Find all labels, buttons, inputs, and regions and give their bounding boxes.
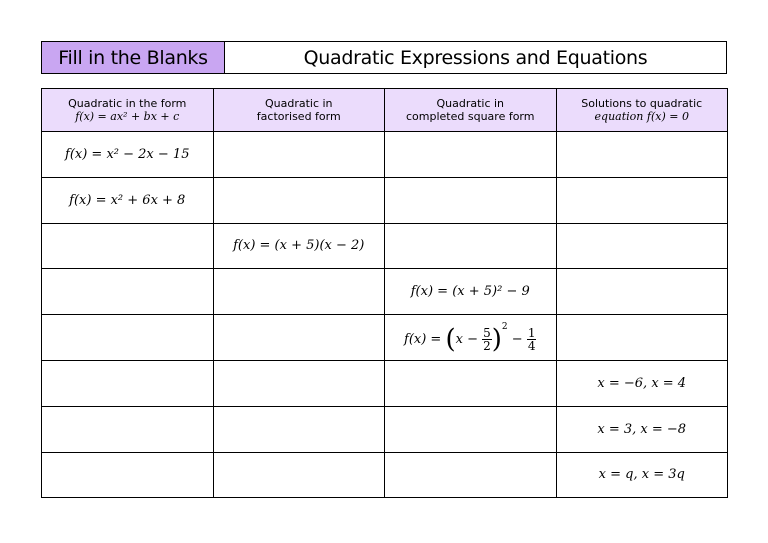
cell-expression: x = q, x = 3q — [598, 467, 685, 483]
table-cell-factorised[interactable] — [213, 315, 385, 361]
table-cell-factorised[interactable] — [213, 452, 385, 498]
cell-expression: f(x) = (x + 5)(x − 2) — [233, 238, 365, 254]
table-header-row — [42, 89, 728, 132]
column-header-line1: Quadratic in the form — [68, 97, 187, 110]
fraction-one-quarter — [527, 327, 537, 352]
table-cell-completed-square[interactable] — [385, 406, 557, 452]
column-header-line2: equation f(x) = 0 — [594, 110, 689, 123]
table-cell-standard[interactable] — [42, 452, 214, 498]
cell-expression: f(x) = (x + 5)² − 9 — [410, 284, 530, 300]
table-cell-factorised[interactable] — [213, 360, 385, 406]
table-row — [42, 177, 728, 223]
title-bar — [41, 41, 727, 74]
completed-square-expression — [404, 322, 536, 355]
table-cell-completed-square[interactable] — [385, 223, 557, 269]
cell-expression: f(x) = x² + 6x + 8 — [69, 192, 186, 208]
table-cell-solutions[interactable] — [556, 223, 728, 269]
table-cell-standard[interactable] — [42, 132, 214, 178]
table-cell-standard[interactable] — [42, 360, 214, 406]
column-header-completed-square-form — [385, 89, 557, 132]
table-row — [42, 223, 728, 269]
table-cell-factorised[interactable] — [213, 406, 385, 452]
table-row — [42, 406, 728, 452]
table-cell-completed-square[interactable] — [385, 315, 557, 361]
column-header-line1: Quadratic in — [264, 97, 333, 110]
table-row — [42, 269, 728, 315]
fraction-denominator: 4 — [527, 339, 536, 354]
fraction-numerator: 5 — [483, 326, 491, 341]
worksheet-title: Quadratic Expressions and Equations — [303, 46, 648, 69]
column-header-line2: completed square form — [406, 110, 535, 123]
table-cell-standard[interactable] — [42, 315, 214, 361]
table-row — [42, 360, 728, 406]
cell-expression: x = −6, x = 4 — [597, 375, 687, 391]
column-header-solutions — [556, 89, 728, 132]
exponent: 2 — [501, 322, 508, 333]
table-cell-factorised[interactable] — [213, 223, 385, 269]
table-cell-completed-square[interactable] — [385, 132, 557, 178]
table-cell-solutions[interactable] — [556, 132, 728, 178]
column-header-line1: Quadratic in — [436, 97, 505, 110]
expression-minus: − — [507, 332, 527, 348]
table-cell-solutions[interactable] — [556, 452, 728, 498]
table-cell-completed-square[interactable] — [385, 452, 557, 498]
table-cell-standard[interactable] — [42, 177, 214, 223]
table-cell-solutions[interactable] — [556, 360, 728, 406]
table-cell-solutions[interactable] — [556, 269, 728, 315]
quadratics-table — [41, 88, 728, 498]
table-cell-factorised[interactable] — [213, 177, 385, 223]
cell-expression: x = 3, x = −8 — [597, 421, 687, 437]
column-header-line2: f(x) = ax² + bx + c — [75, 110, 180, 123]
column-header-line1: Solutions to quadratic — [581, 97, 703, 110]
table-cell-factorised[interactable] — [213, 132, 385, 178]
worksheet-type-label: Fill in the Blanks — [42, 42, 225, 73]
table-cell-standard[interactable] — [42, 406, 214, 452]
table-row — [42, 315, 728, 361]
fraction-numerator: 1 — [527, 326, 536, 341]
table-cell-factorised[interactable] — [213, 269, 385, 315]
fraction-five-halves — [482, 327, 492, 352]
table-cell-completed-square[interactable] — [385, 177, 557, 223]
expression-inner: x − — [455, 332, 483, 348]
expression-prefix: f(x) = — [404, 332, 446, 348]
table-cell-solutions[interactable] — [556, 406, 728, 452]
column-header-standard-form — [42, 89, 214, 132]
column-header-factorised-form — [213, 89, 385, 132]
table-cell-standard[interactable] — [42, 223, 214, 269]
left-paren: ( — [445, 324, 456, 355]
table-cell-solutions[interactable] — [556, 315, 728, 361]
table-cell-standard[interactable] — [42, 269, 214, 315]
table-cell-completed-square[interactable] — [385, 269, 557, 315]
table-cell-solutions[interactable] — [556, 177, 728, 223]
table-row — [42, 452, 728, 498]
table-cell-completed-square[interactable] — [385, 360, 557, 406]
cell-expression: f(x) = x² − 2x − 15 — [65, 146, 190, 162]
right-paren: ) — [491, 324, 502, 355]
column-header-line2: factorised form — [256, 110, 341, 123]
fraction-denominator: 2 — [483, 339, 491, 354]
table-row — [42, 132, 728, 178]
